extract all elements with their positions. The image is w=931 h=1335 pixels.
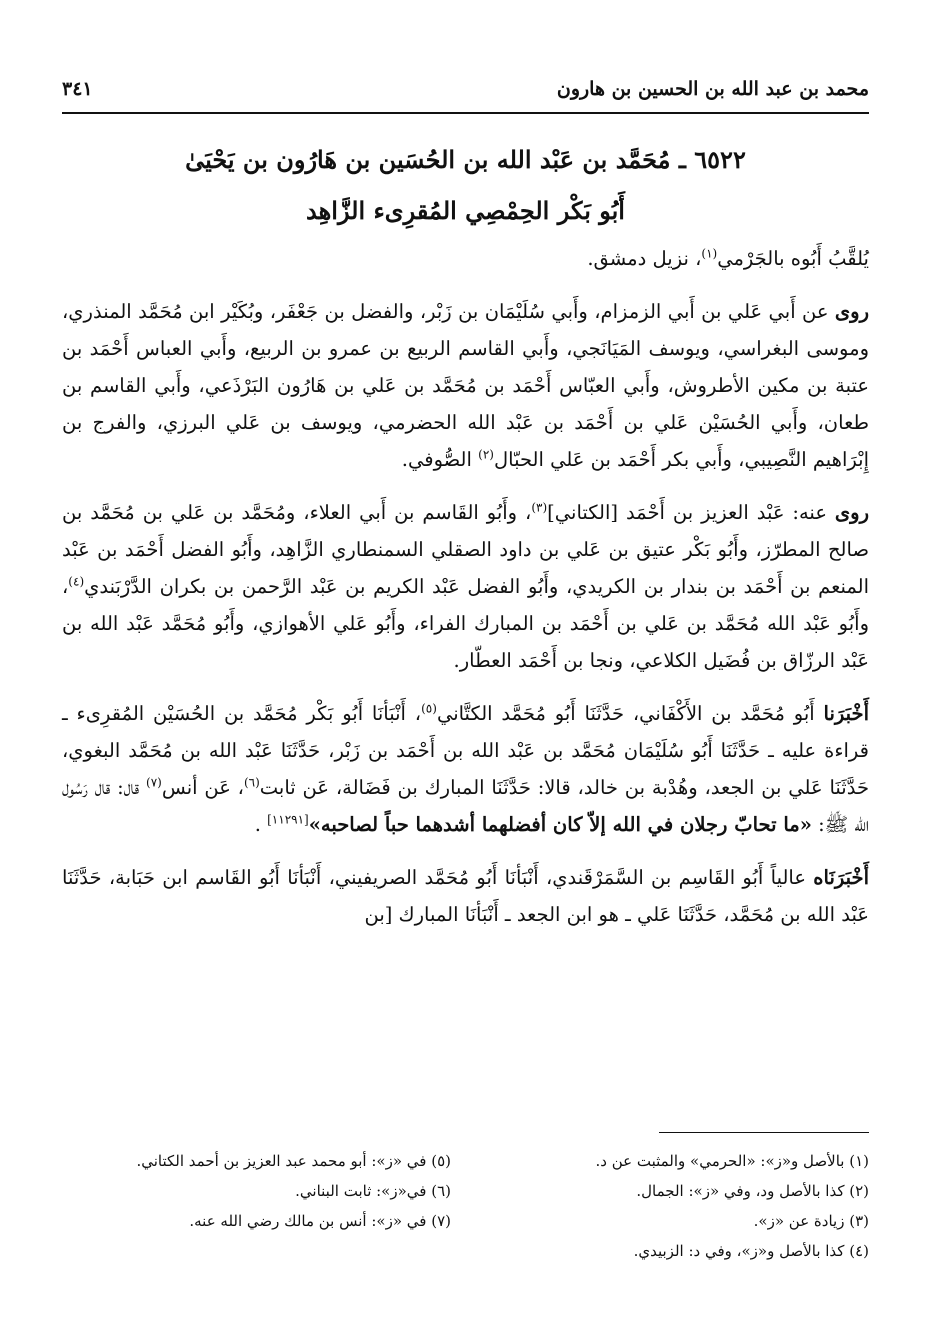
footnote: (٢) كذا بالأصل ود، وفي «ز»: الجمال. — [636, 1182, 869, 1200]
footnote: (٤) كذا بالأصل و«ز»، وفي د: الزبيدي. — [633, 1242, 869, 1260]
footnote-ref: (٦) — [243, 775, 260, 790]
footnote-rule — [659, 1132, 869, 1133]
running-header — [62, 72, 869, 112]
header-rule — [62, 112, 869, 114]
body-text — [62, 240, 869, 949]
footnote: (٥) في «ز»: أبو محمد عبد العزيز بن أحمد الكتاني. — [136, 1152, 451, 1170]
footnote: (٣) زيادة عن «ز». — [753, 1212, 869, 1230]
footnote: (٧) في «ز»: أنس بن مالك رضي الله عنه. — [189, 1212, 451, 1230]
footnote-ref: (٥) — [421, 701, 437, 716]
footnotes-column-left — [51, 1146, 451, 1236]
header-title: محمد بن عبد الله بن الحسين بن هارون — [556, 78, 869, 100]
paragraph-3: روى عنه: عَبْد العزيز بن أَحْمَد [الكتاني]$^{(٣)}$، وأَبُو القَاسم بن أَبي العلاء، ومُحَمَّد بن عَلي بن مُحَمَّد بن صالح المطرّز، وأَبُو بَكْر عتيق بن عَلي بن داود الصقلي السمنطاري الزَّاهِد، وأَبُو الفضل أَحْمَد بن عَبْد المنعم بن أَحْمَد بن بندار بن الكريدي، وأَبُو الفضل عَبْد الكريم بن عَبْد الرَّحمن بن بكران الدَّرْبَندي$^{(٤)}$، وأَبُو عَبْد الله مُحَمَّد بن عَلي بن أَحْمَد بن المبارك الفراء، وأَبُو عَلي الأهوازي، وأَبُو مُحَمَّد عَبْد الله بن عَبْد الرزّاق بن فُضَيل الكلاعي، ونجا بن أَحْمَد العطّار. — [62, 500, 870, 672]
paragraph-5: أَخْبَرَنَاه عالياً أَبُو القَاسِم بن السَّمَرْقَندي، أَنْبَأنَا أَبُو مُحَمَّد الصريفيني، أَنْبَأنَا أَبُو القَاسم ابن حَبَابة، حَدَّثَنَا عَبْد الله بن مُحَمَّد، حَدَّثَنَا عَلي ـ هو ابن الجعد ـ أَنْبَأنَا المبارك [بن — [62, 866, 869, 926]
paragraph-4: أَخْبَرَنا أَبُو مُحَمَّد بن الأَكْفَاني، حَدَّثَنَا أَبُو مُحَمَّد الكتَّاني$^{(٥)}$، أَنْبَأنَا أَبُو بَكْر مُحَمَّد بن الحُسَيْن المُقرِىء ـ قراءة عليه ـ حَدَّثَنَا أَبُو سُلَيْمَان مُحَمَّد بن عَبْد الله بن أَحْمَد بن زَبْر، حَدَّثَنَا عَبْد الله بن مُحَمَّد البغوي، حَدَّثَنَا عَلي بن الجعد، وهُدْبة بن خالد، قالا: حَدَّثَنَا المبارك بن فَضَالة، عَن ثابت$^{(٦)}$، عَن أنس$^{(٧)}$ قال: قال رَسُول الله ﷺ: «ما تحابّ رجلان في الله إلاّ كان أفضلهما أشدهما حباً لصاحبه»[١١٢٩١] . — [62, 701, 869, 836]
footnote: (١) بالأصل و«ز»: «الحرمي» والمثبت عن د. — [595, 1152, 869, 1170]
footnotes-column-right — [469, 1146, 869, 1266]
footnote-ref: (٣) — [531, 500, 548, 515]
lead-word: أَخْبَرَنَاه — [813, 866, 869, 889]
footnote-ref: (٤) — [68, 574, 85, 589]
lead-word: روى — [834, 501, 870, 524]
hadith-ref: [١١٢٩١] — [267, 812, 309, 827]
lead-word: روى — [834, 300, 869, 323]
page-number: ٣٤١ — [62, 78, 93, 100]
footnote-ref: (٢) — [478, 447, 494, 462]
footnote-ref: (١) — [701, 246, 718, 261]
entry-title-line1: ٦٥٢٢ ـ مُحَمَّد بن عَبْد الله بن الحُسَين بن هَارُون بن يَحْيَىٰ — [185, 145, 746, 174]
entry-title-line2: أَبُو بَكْر الحِمْصِي المُقرِىء الزَّاهِد — [306, 196, 625, 225]
lead-word: أَخْبَرَنا — [823, 702, 869, 725]
paragraph-1: يُلقَّبُ أَبُوه بالجَرْمي$^{(١)}$، نزيل دمشق. — [587, 246, 869, 270]
footnote-ref: (٧) — [146, 775, 162, 790]
paragraph-2: روى عن أَبي عَلي بن أَبي الزمزام، وأَبي سُلَيْمَان بن زَبْر، والفضل بن جَعْفَر، وبُكَيْر ابن مُحَمَّد المنذري، وموسى البغراسي، ويوسف المَيَانَجي، وأَبي القاسم الربيع بن عمرو بن الربيع، وأَبي العباس أَحْمَد بن عتبة بن مكين الأطروش، وأَبي العبّاس أَحْمَد بن مُحَمَّد بن عَلي بن هَارُون البَرْذَعي، وأَبي القاسم بن طعان، وأَبي الحُسَيْن عَلي بن أَحْمَد بن عَبْد الله الحضرمي، ويوسف بن عَلي البرزي، والفرج بن إِبْرَاهيم النَّصِيبي، وأَبي بكر أَحْمَد بن عَلي الحبّال$^{(٢)}$ الصُّوفي. — [62, 300, 869, 471]
hadith-text: «ما تحابّ رجلان في الله إلاّ كان أفضلهما أشدهما حباً لصاحبه» — [308, 813, 812, 836]
footnote: (٦) في«ز»: ثابت البناني. — [295, 1182, 451, 1200]
